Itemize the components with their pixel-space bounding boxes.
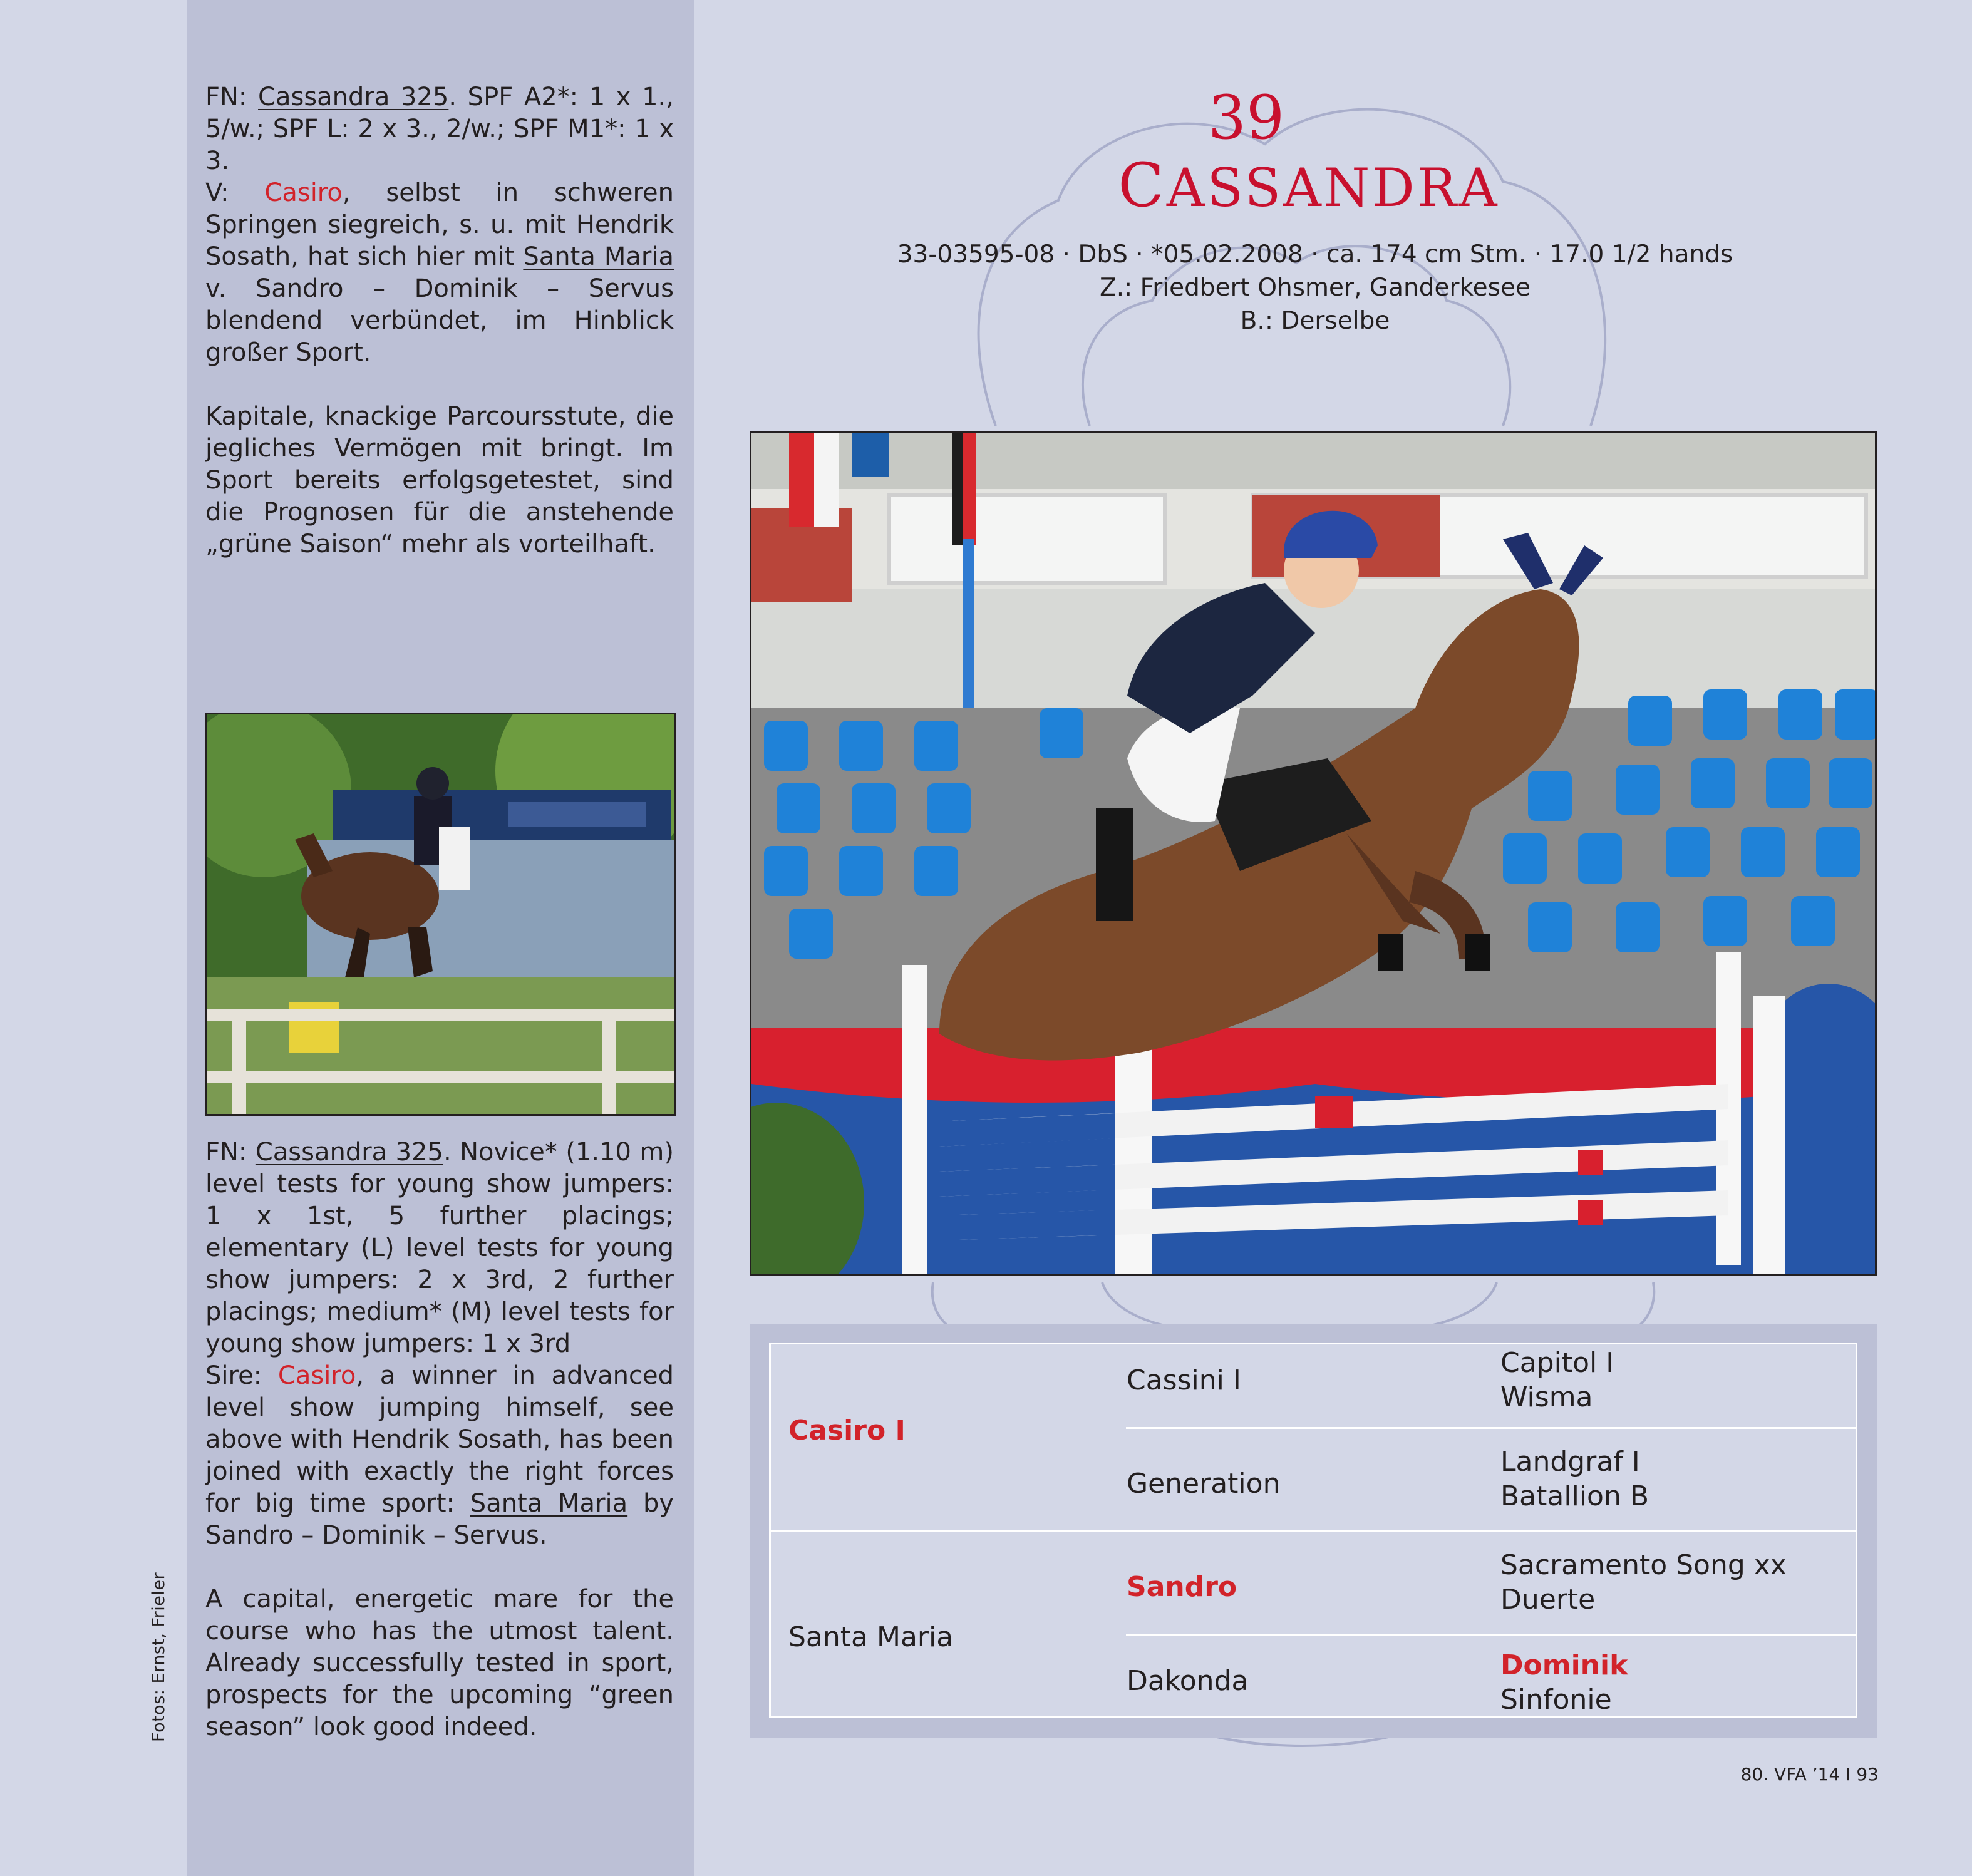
english-description: A capital, energetic mare for the course who has the utmost talent. Already successfully tested in sport, prospects for the upcoming “green season” look good indeed. bbox=[205, 1585, 674, 1741]
english-fn-paragraph bbox=[205, 1136, 674, 1360]
main-photo-illustration bbox=[751, 433, 1877, 1276]
dam-name: Santa Maria bbox=[470, 1489, 628, 1518]
main-jumping-photo bbox=[750, 431, 1877, 1276]
rider-photo-illustration bbox=[207, 714, 676, 1116]
pedigree-sd-sire: Landgraf I bbox=[1500, 1446, 1640, 1478]
sire-name: Casiro bbox=[264, 178, 343, 207]
dam-line: v. Sandro – Dominik – Servus blendend verbündet, im Hinblick großer Sport. bbox=[205, 274, 674, 367]
pedigree-ds-sire: Sacramento Song xx bbox=[1500, 1549, 1787, 1581]
horse-name-rest: ASSANDRA bbox=[1166, 157, 1500, 219]
sire-name: Casiro bbox=[277, 1361, 356, 1390]
fn-results: . Novice* (1.10 m) level tests for young show jumpers: 1 x 1st, 5 further placings; elementary (L) level tests for young show jumpers: 2 x 3rd, 2 further placings; medium* (M) level tests for young show jumpers: 1 x 3rd bbox=[205, 1138, 674, 1358]
horse-details: 33-03595-08 · DbS · *05.02.2008 · ca. 174 cm Stm. · 17.0 1/2 hands bbox=[897, 240, 1733, 269]
pedigree-table bbox=[769, 1343, 1857, 1718]
horse-info bbox=[814, 238, 1816, 338]
fn-horse-name: Cassandra 325 bbox=[258, 83, 449, 111]
pedigree-ss-sire: Capitol I bbox=[1500, 1347, 1614, 1379]
rider-jumping-photo bbox=[205, 713, 676, 1116]
pedigree-dd-sire: Dominik bbox=[1500, 1649, 1628, 1681]
pedigree-dd-dam: Sinfonie bbox=[1500, 1684, 1612, 1716]
dam-name: Santa Maria bbox=[523, 242, 674, 271]
pedigree-sire: Casiro I bbox=[788, 1415, 906, 1446]
photo-credit: Fotos: Ernst, Frieler bbox=[149, 1572, 168, 1742]
pedigree-ss-dam: Wisma bbox=[1500, 1381, 1593, 1413]
pedigree-divider-main bbox=[771, 1530, 1857, 1532]
german-description: Kapitale, knackige Parcoursstute, die jegliches Vermögen mit bringt. Im Sport bereits erfolgsgetestet, sind die Prognosen für die anstehende „grüne Saison“ mehr als vorteilhaft. bbox=[205, 402, 674, 559]
pedigree-divider-upper bbox=[1126, 1427, 1857, 1429]
fn-horse-name: Cassandra 325 bbox=[255, 1138, 443, 1167]
english-text-block bbox=[205, 1136, 674, 1743]
page-folio: 80. VFA ’14 I 93 bbox=[1740, 1764, 1879, 1785]
fn-results: . SPF A2*: 1 x 1., 5/w.; SPF L: 2 x 3., 2/w.; SPF M1*: 1 x 3. bbox=[205, 83, 674, 175]
sire-label: V: bbox=[205, 178, 229, 207]
dam-line: by Sandro – Dominik – Servus. bbox=[205, 1489, 674, 1550]
german-fn-paragraph bbox=[205, 81, 674, 177]
sire-description: , a winner in advanced level show jumping himself, see above with Hendrik Sosath, has been joined with exactly the right forces for big time sport: bbox=[205, 1361, 674, 1518]
owner: B.: Derselbe bbox=[1240, 307, 1390, 335]
pedigree-sire-sire: Cassini I bbox=[1127, 1364, 1241, 1396]
fn-label: FN: bbox=[205, 1138, 247, 1167]
pedigree-ds-dam: Duerte bbox=[1500, 1584, 1596, 1616]
sire-label: Sire: bbox=[205, 1361, 262, 1390]
german-sire-paragraph bbox=[205, 177, 674, 369]
pedigree-dam-sire: Sandro bbox=[1127, 1571, 1237, 1603]
pedigree-dam-dam: Dakonda bbox=[1127, 1665, 1249, 1697]
english-sire-paragraph bbox=[205, 1360, 674, 1552]
catalog-number: 39 bbox=[1207, 83, 1285, 153]
pedigree-sire-dam: Generation bbox=[1127, 1468, 1281, 1500]
horse-name bbox=[1027, 150, 1591, 220]
german-text-block bbox=[205, 81, 674, 560]
pedigree-sd-dam: Batallion B bbox=[1500, 1480, 1649, 1512]
pedigree-box bbox=[750, 1324, 1877, 1738]
breeder: Z.: Friedbert Ohsmer, Ganderkesee bbox=[1099, 274, 1531, 302]
sire-description: , selbst in schweren Springen siegreich, s. u. mit Hendrik Sosath, hat sich hier mit bbox=[205, 178, 674, 271]
fn-label: FN: bbox=[205, 83, 247, 111]
pedigree-dam: Santa Maria bbox=[788, 1621, 954, 1653]
horse-name-initial: C bbox=[1118, 150, 1167, 220]
pedigree-divider-lower bbox=[1126, 1634, 1857, 1636]
